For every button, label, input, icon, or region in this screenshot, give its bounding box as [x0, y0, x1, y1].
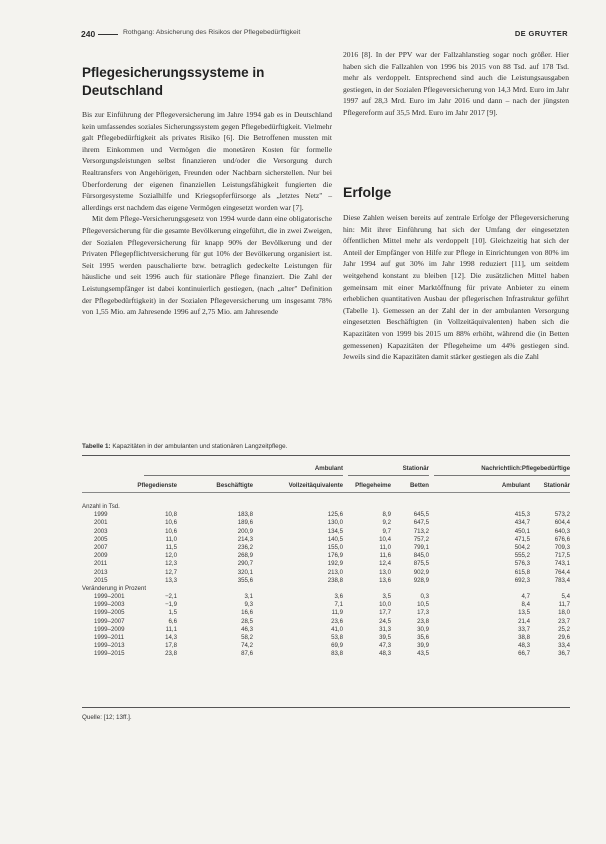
table-cell: 140,5	[327, 535, 343, 543]
table-row	[82, 601, 570, 609]
table-cell: 902,9	[413, 568, 429, 576]
table-cell: 9,2	[382, 519, 391, 527]
table-cell: 46,3	[241, 625, 253, 633]
row-label: 1999–2013	[94, 642, 125, 650]
table-cell: 743,1	[554, 560, 570, 568]
table-row	[82, 519, 570, 527]
table-cell: 28,5	[241, 617, 253, 625]
right-column	[343, 49, 569, 119]
table-cell: 24,5	[379, 617, 391, 625]
row-label: 1999–2015	[94, 650, 125, 658]
table-cell: 3,1	[244, 593, 253, 601]
table-row	[82, 609, 570, 617]
table-cell: 48,3	[379, 650, 391, 658]
table-cell: 29,6	[558, 634, 570, 641]
table-cell: 39,5	[379, 634, 391, 641]
table-cell: 83,8	[331, 650, 343, 658]
table-cell: 450,1	[514, 527, 530, 535]
table-cell: 53,8	[331, 634, 343, 641]
table-cell: 1,5	[168, 609, 177, 617]
column-header: Ambulant	[501, 482, 530, 489]
section-label: Anzahl in Tsd.	[82, 503, 120, 510]
table-cell: 25,2	[558, 625, 570, 633]
column-header: Vollzeitäquivalente	[288, 482, 343, 489]
section-label: Veränderung in Prozent	[82, 584, 147, 592]
column-header: Stationär	[543, 482, 570, 489]
table-row	[82, 634, 570, 642]
page-header	[81, 28, 568, 42]
table-cell: 764,4	[554, 568, 570, 576]
row-label: 2003	[94, 527, 108, 535]
table-cell: 875,5	[413, 560, 429, 568]
table-cell: 12,0	[165, 552, 177, 560]
table-bottom-rule	[82, 707, 570, 708]
table-caption	[82, 443, 287, 450]
table-cell: 38,8	[518, 634, 530, 641]
table-cell: 573,2	[554, 511, 570, 519]
table-row	[82, 650, 570, 658]
table-cell: 11,5	[165, 543, 177, 551]
row-label: 2007	[94, 543, 108, 551]
table-section-row	[82, 503, 570, 511]
table-cell: 192,9	[327, 560, 343, 568]
table-cell: 676,6	[554, 535, 570, 543]
table-cell: −1,9	[164, 601, 177, 609]
table-row	[82, 618, 570, 626]
table-cell: 576,3	[514, 560, 530, 568]
row-label: 2005	[94, 535, 108, 543]
table-cell: 11,6	[379, 552, 391, 560]
table-cell: 8,4	[521, 601, 530, 609]
table-cell: 415,3	[514, 511, 530, 519]
table-cell: 13,6	[379, 576, 391, 584]
table-cell: 16,6	[241, 609, 253, 617]
table-cell: 10,8	[165, 511, 177, 519]
table-caption-text: Kapazitäten in der ambulanten und stationären Langzeitpflege.	[112, 443, 288, 450]
paragraph: Bis zur Einführung der Pflegeversicherung im Jahre 1994 gab es in Deutschland kein umfassendes soziales Sicherungssystem gegen Pflegebedürftigkeit. Vielmehr galt Pflegebedürftigkeit als privates Risiko [6]. Die Betroffenen mussten mit ihrem Einkommen und Vermögen die monetären Kosten für formelle Versorgungsleistungen selbst finanzieren und/oder die Versorgung durch Realtransfers von Angehörigen, Freunden oder Nachbarn sicherstellen. Nur bei Überforderung der eigenen finanziellen Leistungsfähigkeit fungierten die Fürsorgesysteme Sozialhilfe und Kriegsopferfürsorge als „letztes Netz" – allerdings erst nachdem das eigene Vermögen eingesetzt worden war [7].	[82, 110, 332, 212]
table-cell: 9,7	[382, 527, 391, 535]
table-cell: 10,0	[379, 601, 391, 609]
table-section-row	[82, 585, 570, 593]
section-heading-erfolge: Erfolge	[343, 184, 392, 200]
row-label: 2015	[94, 576, 108, 584]
table-cell: 4,7	[521, 593, 530, 601]
table-cell: 709,3	[554, 543, 570, 551]
table-cell: 17,8	[165, 642, 177, 650]
rows-percent	[82, 593, 570, 659]
table-cell: 130,0	[327, 519, 343, 527]
table-cell: 23,8	[165, 650, 177, 658]
table-row	[82, 569, 570, 577]
table-cell: 17,7	[379, 609, 391, 617]
table-row	[82, 552, 570, 560]
table-cell: 48,3	[518, 642, 530, 650]
table-cell: 176,9	[327, 552, 343, 560]
table-cell: 11,9	[331, 609, 343, 617]
table-cell: 13,0	[379, 568, 391, 576]
table-cell: 47,3	[379, 642, 391, 650]
rows-absolute	[82, 511, 570, 585]
row-label: 2001	[94, 519, 108, 527]
table-cell: 33,4	[558, 642, 570, 650]
table-cell: 355,6	[237, 576, 253, 584]
table-row	[82, 528, 570, 536]
table-cell: 214,3	[237, 535, 253, 543]
table-cell: 18,0	[558, 609, 570, 617]
table-row	[82, 626, 570, 634]
table-cell: 30,9	[417, 625, 429, 633]
table-cell: 12,7	[165, 568, 177, 576]
table-cell: 0,3	[420, 593, 429, 601]
table-cell: 434,7	[514, 519, 530, 527]
table-cell: 10,6	[165, 519, 177, 527]
table-cell: 10,5	[417, 601, 429, 609]
table-cell: 928,9	[413, 576, 429, 584]
table-cell: 845,0	[413, 552, 429, 560]
row-label: 1999–2009	[94, 625, 125, 633]
table-cell: 17,3	[417, 609, 429, 617]
table-cell: 713,2	[413, 527, 429, 535]
row-label: 2009	[94, 552, 108, 560]
table-cell: 717,5	[554, 552, 570, 560]
table-cell: 615,8	[514, 568, 530, 576]
table-cell: 12,3	[165, 560, 177, 568]
table-cell: 58,2	[241, 634, 253, 641]
table-cell: 23,7	[558, 617, 570, 625]
table-cell: 74,2	[241, 642, 253, 650]
table-body	[82, 503, 570, 659]
column-header: Pflegedienste	[137, 482, 177, 489]
table-cell: 21,4	[518, 617, 530, 625]
group-header-stationaer: Stationär	[402, 465, 429, 472]
table-top-rule	[82, 455, 570, 456]
table-cell: 9,3	[244, 601, 253, 609]
row-label: 1999–2003	[94, 601, 125, 609]
table-source: Quelle: [12; 13ff.].	[82, 714, 132, 721]
group-header-ambulant: Ambulant	[314, 465, 343, 472]
row-label: 1999	[94, 511, 108, 519]
row-label: 1999–2007	[94, 617, 125, 625]
paragraph: Mit dem Pflege-Versicherungsgesetz von 1994 wurde dann eine obligatorische Pflegeversicherung für die gesamte Bevölkerung eingeführt, die in zwei Zweigen, der Sozialen Pflegeversicherung für knapp 90% der Bevölkerung und der Privaten Pflegepflichtversicherung für gut 10% der Bevölkerung organisiert ist. Seit 1995 werden pauschalierte bzw. betraglich gedeckelte Leistungen für häusliche und seit 1996 auch für stationäre Pflege finanziert. Die Zahl der Leistungsempfänger ist dabei kontinuierlich gestiegen, (nach „alter" Definition der Pflegebedürftigkeit) in der Sozialen Pflegeversicherung um insgesamt 78% von 1,55 Mio. am Jahresende 1996 auf 2,75 Mio. am Jahresende	[82, 214, 332, 317]
table-cell: 604,4	[554, 519, 570, 527]
table-cell: 14,3	[165, 634, 177, 641]
table-cell: 39,9	[417, 642, 429, 650]
table-cell: 757,2	[413, 535, 429, 543]
row-label: 1999–2011	[94, 634, 125, 641]
table-cell: 66,7	[518, 650, 530, 658]
table-cell: 69,9	[331, 642, 343, 650]
table-cell: 13,5	[518, 609, 530, 617]
left-column	[82, 109, 332, 318]
table-cell: 189,6	[237, 519, 253, 527]
table-caption-label: Tabelle 1:	[82, 443, 111, 450]
table-cell: 640,3	[554, 527, 570, 535]
table-cell: 13,3	[165, 576, 177, 584]
column-header: Betten	[410, 482, 429, 489]
table-cell: 236,2	[237, 543, 253, 551]
table-cell: 36,7	[558, 650, 570, 658]
group-header-pflegebeduerftige: Nachrichtlich:Pflegebedürftige	[481, 465, 570, 472]
table-cell: 504,2	[514, 543, 530, 551]
table-cell: 43,5	[417, 650, 429, 658]
column-header: Pflegeheime	[355, 482, 391, 489]
paragraph: Diese Zahlen weisen bereits auf zentrale Erfolge der Pflegeversicherung hin: Mit ihrer Einführung hat sich der Umfang der eingesetzten öffentlichen Mittel mehr als verdoppelt [10]. Gleichzeitig hat sich der Anteil der Empfänger von Hilfe zur Pflege in Einrichtungen von 80% im Jahr 1994 auf gut 30% im Jahr 1998 reduziert [11], um seitdem weitgehend konstant zu bleiben [12]. Die zusätzlichen Mittel haben gemeinsam mit einer Marktöffnung für private Anbieter zu einem erheblichen quantitativen Ausbau der pflegerischen Infrastruktur geführt (Tabelle 1). Gemessen an der Zahl der in der ambulanten Versorgung eingesetzten Beschäftigten (in Vollzeitäquivalenten) haben sich die Kapazitäten von 1999 bis 2015 um 88% erhöht, während die (in Betten gemessenen) Kapazitäten der Pflegeheime um 44% gestiegen sind. Jeweils sind die Kapazitäten damit stärker gestiegen als die Zahl	[343, 213, 569, 362]
table-row	[82, 642, 570, 650]
table-cell: 799,1	[413, 543, 429, 551]
table-cell: 213,0	[327, 568, 343, 576]
table-cell: 23,6	[331, 617, 343, 625]
row-label: 1999–2001	[94, 593, 125, 601]
column-header: Beschäftigte	[216, 482, 253, 489]
table-cell: 10,4	[379, 535, 391, 543]
table-cell: 183,8	[237, 511, 253, 519]
header-rule	[82, 492, 570, 493]
table-cell: 5,4	[561, 593, 570, 601]
table-cell: 6,6	[168, 617, 177, 625]
table-cell: 23,8	[417, 617, 429, 625]
table-cell: 11,0	[165, 535, 177, 543]
group-rule-ambulant	[144, 475, 343, 476]
table-cell: 471,5	[514, 535, 530, 543]
table-cell: 320,1	[237, 568, 253, 576]
table-row	[82, 577, 570, 585]
table-cell: 87,6	[241, 650, 253, 658]
table-cell: 3,6	[334, 593, 343, 601]
table-cell: 200,9	[237, 527, 253, 535]
table-row	[82, 593, 570, 601]
table-cell: 692,3	[514, 576, 530, 584]
table-cell: 41,0	[331, 625, 343, 633]
table-cell: 125,6	[327, 511, 343, 519]
table-cell: 11,1	[165, 625, 177, 633]
table-cell: 290,7	[237, 560, 253, 568]
row-label: 1999–2005	[94, 609, 125, 617]
table-cell: 10,6	[165, 527, 177, 535]
right-column-erfolge	[343, 212, 569, 363]
row-label: 2011	[94, 560, 108, 568]
table-cell: 783,4	[554, 576, 570, 584]
header-dash	[98, 34, 118, 35]
table-cell: 31,3	[379, 625, 391, 633]
table-cell: 645,5	[413, 511, 429, 519]
table-cell: 7,1	[334, 601, 343, 609]
row-label: 2013	[94, 568, 108, 576]
table-cell: 35,6	[417, 634, 429, 641]
group-rule-stationaer	[348, 475, 429, 476]
paragraph-continued: 2016 [8]. In der PPV war der Fallzahlanstieg sogar noch größer. Hier haben sich die Fallzahlen von 1996 bis 2015 von 88 Tsd. auf 178 Tsd. mehr als verdoppelt. Entsprechend sind auch die Leistungsausgaben gestiegen, in der Sozialen Pflegeversicherung von 14,3 Mrd. Euro im Jahr 1997 auf 28,3 Mrd. Euro im Jahr 2016 und dann – nach der jüngsten Pflegereform auf 35,5 Mrd. Euro im Jahr 2017 [9].	[343, 50, 569, 117]
page-number: 240	[81, 29, 96, 39]
table-cell: 268,9	[237, 552, 253, 560]
table-cell: 11,0	[379, 543, 391, 551]
table-row	[82, 544, 570, 552]
table-cell: 11,7	[558, 601, 570, 609]
table-row	[82, 511, 570, 519]
table-cell: 12,4	[379, 560, 391, 568]
table-cell: 134,5	[327, 527, 343, 535]
table-cell: −2,1	[164, 593, 177, 601]
table-cell: 33,7	[518, 625, 530, 633]
group-rule-pflegebeduerftige	[434, 475, 570, 476]
section-heading-pflegesicherung: Pflegesicherungssysteme in Deutschland	[82, 65, 265, 98]
publisher-name: DE GRUYTER	[514, 29, 568, 38]
table-row	[82, 560, 570, 568]
table-row	[82, 536, 570, 544]
table-cell: 555,2	[514, 552, 530, 560]
running-title: Rothgang: Absicherung des Risikos der Pflegebedürftigkeit	[123, 29, 301, 36]
table-cell: 3,5	[382, 593, 391, 601]
table-cell: 155,0	[327, 543, 343, 551]
table-cell: 647,5	[413, 519, 429, 527]
table-cell: 8,9	[382, 511, 391, 519]
table-cell: 238,8	[327, 576, 343, 584]
